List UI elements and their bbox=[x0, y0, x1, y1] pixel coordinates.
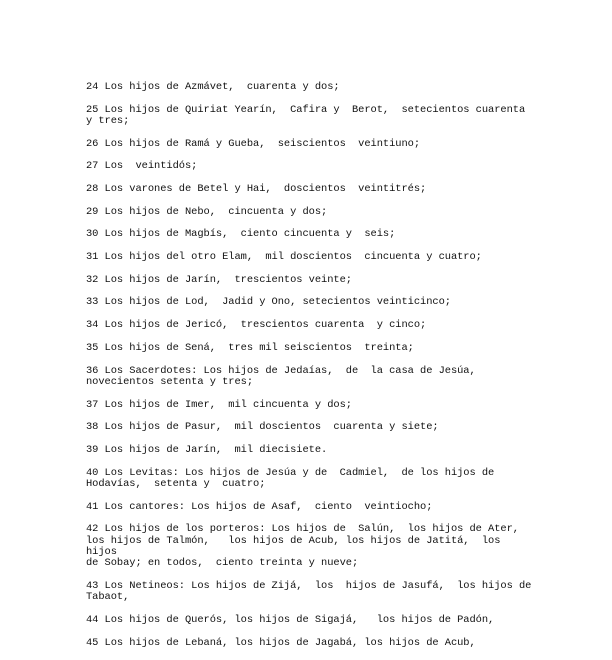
verse-36: 36 Los Sacerdotes: Los hijos de Jedaías, de la casa de Jesúa, novecientos setenta y tres; bbox=[86, 364, 476, 388]
verse-28: 28 Los varones de Betel y Hai, doscientos veintitrés; bbox=[86, 183, 427, 196]
verse-45: 45 Los hijos de Lebaná, los hijos de Jagabá, los hijos de Acub, bbox=[86, 636, 476, 649]
verse-35: 35 Los hijos de Sená, tres mil seiscientos treinta; bbox=[86, 341, 414, 354]
verse-44: 44 Los hijos de Querós, los hijos de Sigajá, los hijos de Padón, bbox=[86, 613, 495, 626]
verse-26: 26 Los hijos de Ramá y Gueba, seiscientos veintiuno; bbox=[86, 137, 421, 150]
verse-31: 31 Los hijos del otro Elam, mil doscientos cincuenta y cuatro; bbox=[86, 251, 482, 264]
verse-38: 38 Los hijos de Pasur, mil doscientos cuarenta y siete; bbox=[86, 421, 439, 434]
verse-24: 24 Los hijos de Azmávet, cuarenta y dos; bbox=[86, 81, 340, 93]
verse-43: 43 Los Netineos: Los hijos de Zijá, los hijos de Jasufá, los hijos de Tabaot, bbox=[86, 579, 532, 604]
verse-30: 30 Los hijos de Magbís, ciento cincuenta y seis; bbox=[86, 228, 396, 241]
verse-39: 39 Los hijos de Jarín, mil diecisiete. bbox=[86, 443, 328, 456]
verse-42: 42 Los hijos de los porteros: Los hijos de Salún, los hijos de Ater, los hijos de Talmón, los hijos de Acub, los hijos de Jatitá, los hijos de Sobay; en todos, ciento treinta y nueve; bbox=[86, 523, 519, 570]
verse-32: 32 Los hijos de Jarín, trescientos veinte; bbox=[86, 273, 352, 286]
verse-29: 29 Los hijos de Nebo, cincuenta y dos; bbox=[86, 205, 328, 218]
verse-33: 33 Los hijos de Lod, Jadid y Ono, setecientos veinticinco; bbox=[86, 296, 451, 309]
verse-37: 37 Los hijos de Imer, mil cincuenta y dos; bbox=[86, 398, 352, 411]
verse-34: 34 Los hijos de Jericó, trescientos cuarenta y cinco; bbox=[86, 319, 427, 332]
verse-list bbox=[86, 82, 532, 660]
verse-27: 27 Los veintidós; bbox=[86, 160, 198, 173]
verse-25: 25 Los hijos de Quiriat Yearín, Cafira y Berot, setecientos cuarenta y tres; bbox=[86, 103, 532, 127]
verse-41: 41 Los cantores: Los hijos de Asaf, ciento veintiocho; bbox=[86, 500, 433, 513]
verse-40: 40 Los Levitas: Los hijos de Jesúa y de Cadmiel, de los hijos de Hodavías, setenta y cuatro; bbox=[86, 466, 495, 490]
